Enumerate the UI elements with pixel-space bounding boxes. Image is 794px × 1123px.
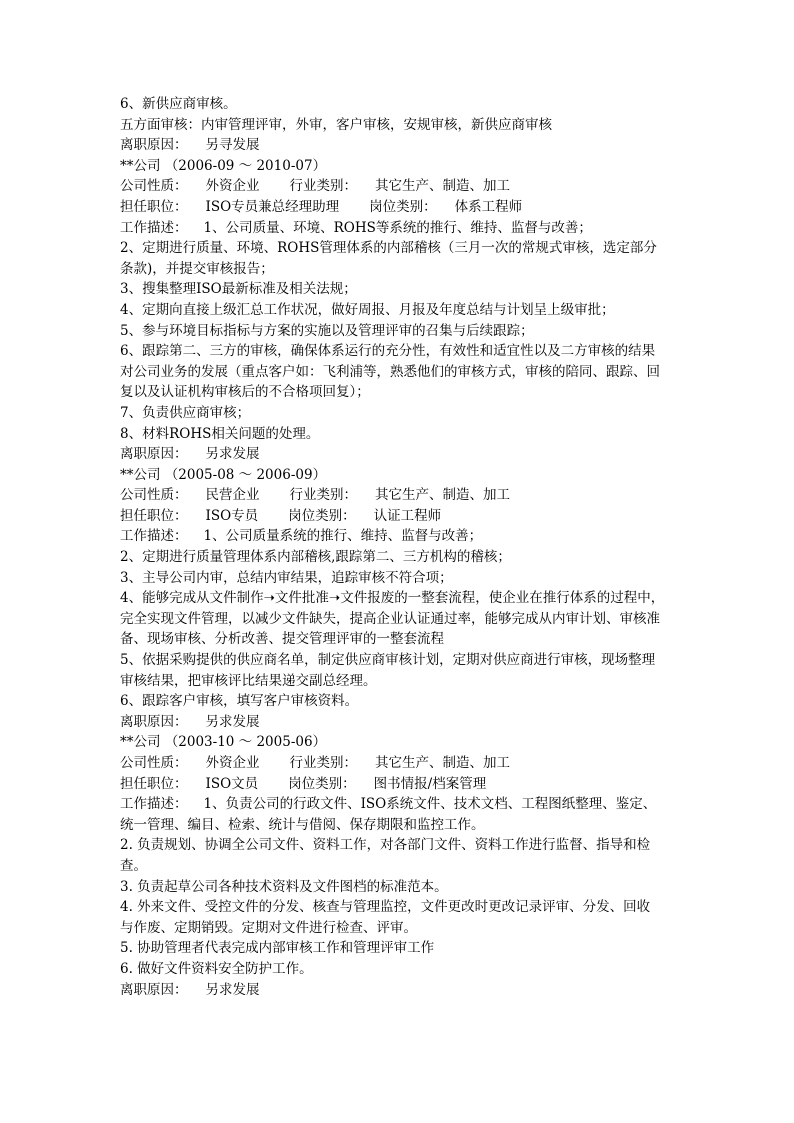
work-desc-line [120, 218, 680, 239]
field-value: 其它生产、制造、加工 [375, 178, 510, 195]
text-line: 6. 做好文件资料安全防护工作。 [120, 960, 313, 977]
leave-reason-line [120, 980, 680, 1001]
text-line: 2、定期进行质量、环境、ROHS管理体系的内部稽核（三月一次的常规式审核，选定部分 [120, 240, 657, 257]
info-line [120, 506, 680, 527]
company-period-line: **公司 （2003-10 ～ 2005-06） [120, 734, 327, 751]
text-line: 3、搜集整理ISO最新标准及相关法规； [120, 281, 357, 298]
field-label: 公司性质： [120, 178, 188, 195]
field-value: 1、公司质量系统的推行、维持、监督与改善； [203, 528, 483, 545]
text-line: 7、负责供应商审核； [120, 404, 251, 421]
field-label: 公司性质： [120, 487, 188, 504]
field-value: 其它生产、制造、加工 [375, 755, 510, 771]
field-label: 离职原因： [120, 137, 188, 154]
company-period-line: **公司 （2006-09 ～ 2010-07） [120, 157, 327, 174]
text-line: 3. 负责起草公司各种技术资料及文件图档的标准范本。 [120, 878, 448, 895]
text-line: 完全实现文件管理，以减少文件缺失，提高企业认证通过率，能够完成从内审计划、审核准 [120, 610, 660, 627]
leave-reason-line [120, 712, 680, 733]
field-value: 外资企业 [205, 178, 260, 195]
leave-reason-line [120, 444, 680, 465]
field-label: 岗位类别： [288, 775, 356, 792]
field-value: 认证工程师 [373, 507, 442, 524]
field-value: 另求发展 [205, 981, 260, 998]
info-line [120, 197, 680, 218]
company-period-line: **公司 （2005-08 ～ 2006-09） [120, 466, 327, 483]
info-line [120, 176, 680, 197]
field-label: 担任职位： [120, 507, 188, 524]
field-value: 外资企业 [205, 755, 260, 771]
text-line: 统一管理、编目、检索、统计与借阅、保存期限和监控工作。 [120, 816, 485, 833]
field-value: 其它生产、制造、加工 [375, 487, 510, 504]
field-label: 行业类别： [289, 178, 357, 195]
text-line: 审核结果，把审核评比结果递交副总经理。 [120, 672, 377, 689]
field-label: 工作描述： [120, 528, 188, 545]
info-line [120, 485, 680, 506]
field-label: 工作描述： [120, 796, 188, 813]
field-value: 1、公司质量、环境、ROHS等系统的推行、维持、监督与改善； [203, 219, 592, 236]
text-line: 4、能够完成从文件制作➝文件批准➝文件报废的一整套流程，使企业在推行体系的过程中， [120, 590, 665, 607]
field-label: 离职原因： [120, 981, 188, 998]
text-line: 条款)，并提交审核报告； [120, 260, 274, 277]
resume-work-history [120, 94, 680, 1000]
field-label: 离职原因： [120, 713, 188, 730]
field-value: 1、负责公司的行政文件、ISO系统文件、技术文档、工程图纸整理、鉴定、 [203, 796, 657, 813]
field-label: 行业类别： [289, 487, 357, 504]
text-line: 8、材料ROHS相关问题的处理。 [120, 425, 320, 442]
field-label: 担任职位： [120, 775, 188, 792]
field-label: 公司性质： [120, 755, 188, 771]
field-label: 行业类别： [289, 755, 357, 771]
text-line: 查。 [120, 857, 147, 874]
field-label: 担任职位： [120, 198, 188, 215]
text-line: 5、依据采购提供的供应商名单，制定供应商审核计划，定期对供应商进行审核，现场整理 [120, 652, 656, 669]
text-line: 2、定期进行质量管理体系内部稽核,跟踪第二、三方机构的稽核； [120, 549, 511, 566]
text-line: 6、新供应商审核。 [120, 96, 237, 112]
field-value: ISO文员 [205, 775, 259, 792]
text-line: 6、跟踪客户审核，填写客户审核资料。 [120, 693, 359, 710]
info-line [120, 774, 680, 795]
info-line [120, 753, 680, 774]
work-desc-line [120, 794, 680, 815]
field-value: ISO专员 [205, 507, 259, 524]
text-line: 4、定期向直接上级汇总工作状况，做好周报、月报及年度总结与计划呈上级审批； [120, 301, 615, 318]
text-line: 备、现场审核、分析改善、提交管理评审的一整套流程 [120, 631, 444, 648]
text-line: 4. 外来文件、受控文件的分发、核查与管理监控，文件更改时更改记录评审、分发、回收 [120, 899, 651, 916]
field-value: ISO专员兼总经理助理 [205, 198, 340, 215]
field-value: 图书情报/档案管理 [373, 775, 487, 792]
text-line: 五方面审核：内审管理评审，外审，客户审核，安规审核，新供应商审核 [120, 116, 552, 133]
text-line: 6、跟踪第二、三方的审核，确保体系运行的充分性，有效性和适宜性以及二方审核的结果 [120, 343, 656, 360]
field-label: 工作描述： [120, 219, 188, 236]
text-line: 5. 协助管理者代表完成内部审核工作和管理评审工作 [120, 940, 435, 957]
text-line: 3、主导公司内审，总结内审结果，追踪审核不符合项； [120, 569, 453, 586]
text-line: 复以及认证机构审核后的不合格项回复）； [120, 384, 370, 401]
field-label: 离职原因： [120, 446, 188, 463]
leave-reason-line [120, 135, 680, 156]
field-value: 另求发展 [205, 446, 260, 463]
text-line: 2. 负责规划、协调全公司文件、资料工作，对各部门文件、资料工作进行监督、指导和检 [120, 837, 651, 854]
work-desc-line [120, 526, 680, 547]
field-value: 另求发展 [205, 713, 260, 730]
field-value: 另寻发展 [205, 137, 260, 154]
field-label: 岗位类别： [288, 507, 356, 524]
text-line: 对公司业务的发展（重点客户如：飞利浦等，熟悉他们的审核方式，审核的陪同、跟踪、回 [120, 363, 660, 380]
field-value: 民营企业 [205, 487, 260, 504]
field-label: 岗位类别： [369, 198, 437, 215]
text-line: 与作废、定期销毁。定期对文件进行检查、评审。 [120, 919, 417, 936]
text-line: 5、参与环境目标指标与方案的实施以及管理评审的召集与后续跟踪； [120, 322, 534, 339]
field-value: 体系工程师 [454, 198, 523, 215]
